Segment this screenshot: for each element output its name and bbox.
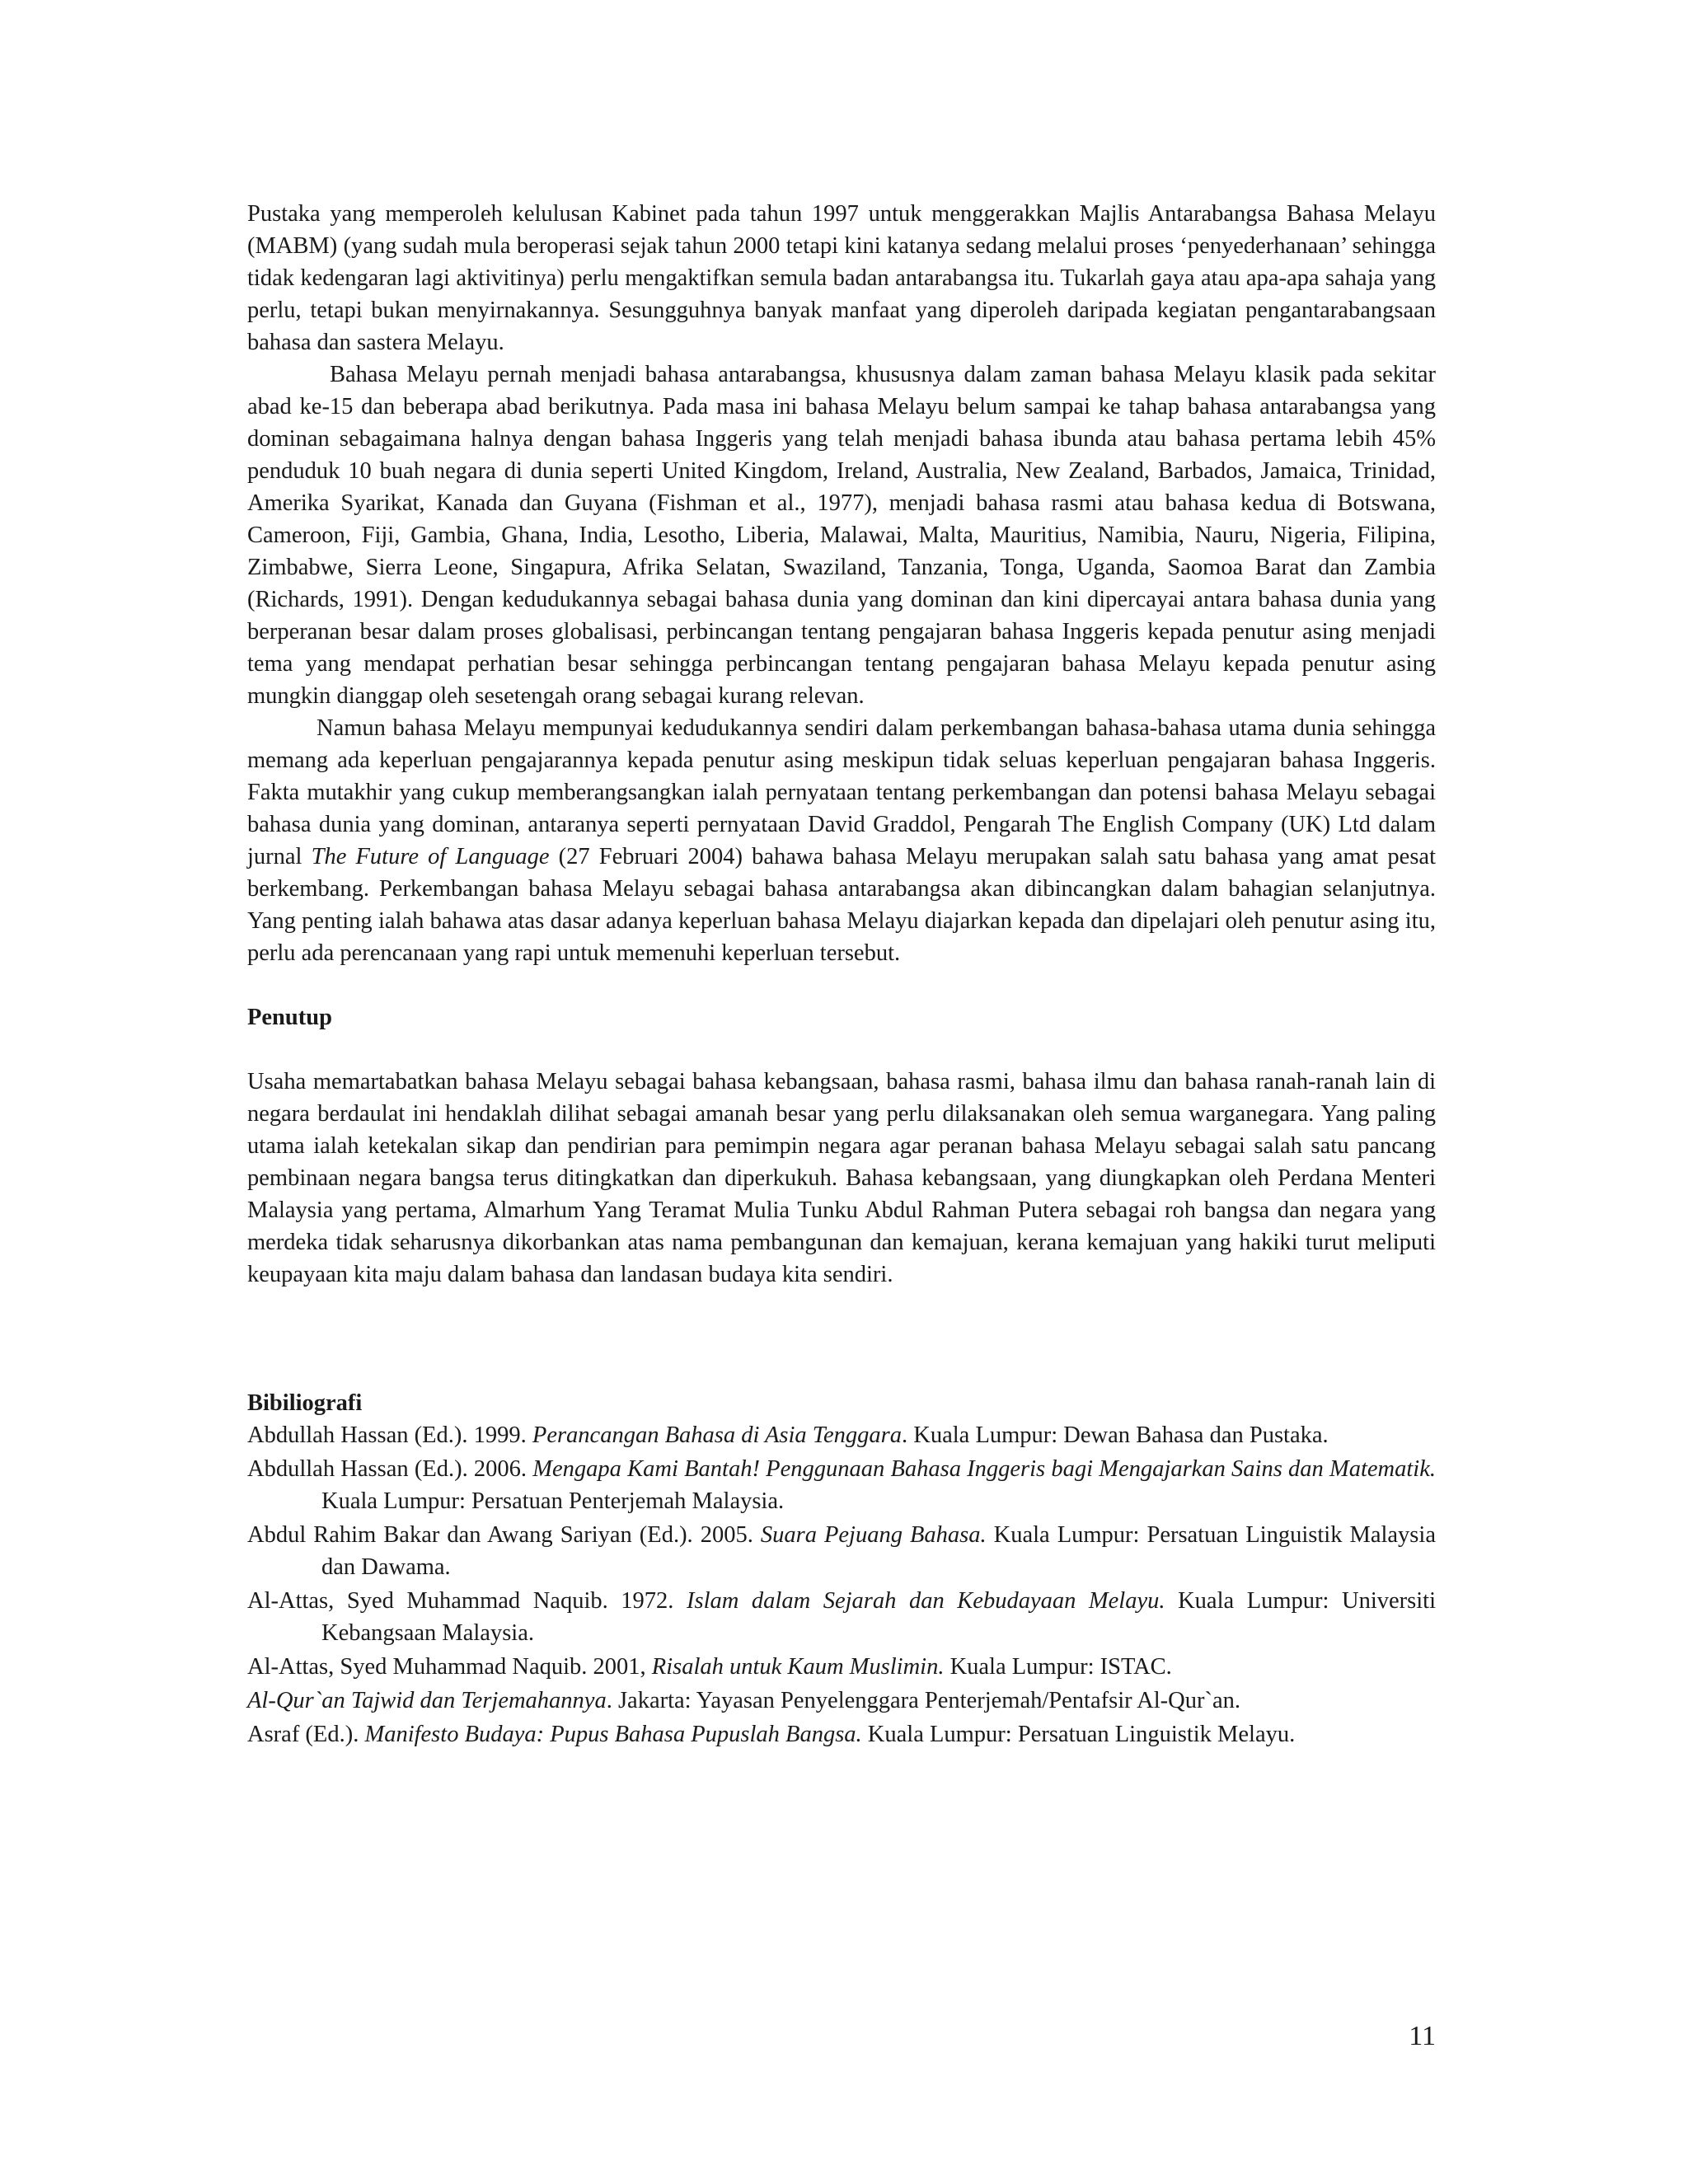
bibliography-entry [247,1519,1436,1583]
entry-publisher: Kuala Lumpur: Persatuan Penterjemah Malaysia. [321,1488,785,1514]
entry-title: Mengapa Kami Bantah! Penggunaan Bahasa Inggeris bagi Mengajarkan Sains dan Matematik. [532,1456,1436,1482]
bibliography-heading: Bibiliografi [247,1390,363,1416]
entry-title: Islam dalam Sejarah dan Kebudayaan Melayu. [687,1588,1165,1614]
paragraph-penutup: Usaha memartabatkan bahasa Melayu sebagai bahasa kebangsaan, bahasa rasmi, bahasa ilmu dan bahasa ranah-ranah lain di negara berdaulat ini hendaklah dilihat sebagai amanah besar yang perlu dilaksanakan oleh semua warganegara. Yang paling utama ialah ketekalan sikap dan pendirian para pemimpin negara agar peranan bahasa Melayu sebagai salah satu pancang pembinaan negara bangsa terus ditingkatkan dan diperkukuh. Bahasa kebangsaan, yang diungkapkan oleh Perdana Menteri Malaysia yang pertama, Almarhum Yang Teramat Mulia Tunku Abdul Rahman Putera sebagai roh bangsa dan negara yang merdeka tidak seharusnya dikorbankan atas nama pembangunan dan kemajuan, kerana kemajuan yang hakiki turut meliputi keupayaan kita maju dalam bahasa dan landasan budaya kita sendiri. [247,1069,1436,1287]
entry-author: Abdul Rahim Bakar dan Awang Sariyan (Ed.). 2005. [247,1522,761,1548]
bibliography-entry [247,1685,1436,1717]
bibliography-entry [247,1718,1436,1750]
entry-publisher: . Jakarta: Yayasan Penyelenggara Penterjemah/Pentafsir Al-Qur`an. [606,1688,1240,1713]
paragraph-3-text-a: Namun bahasa Melayu mempunyai kedudukannya sendiri dalam perkembangan bahasa-bahasa utama dunia sehingga memang ada keperluan pengajarannya kepada penutur asing meskipun tidak seluas keperluan pengajaran bahasa Inggeris. Fakta mutakhir yang cukup memberangsangkan ialah pernyataan tentang perkembangan dan potensi bahasa Melayu sebagai bahasa dunia yang dominan, antaranya seperti pernyataan David Graddol, Pengarah The English Company (UK) Ltd dalam jurnal [247,715,1436,869]
entry-title: Manifesto Budaya: Pupus Bahasa Pupuslah Bangsa. [364,1722,862,1747]
bibliography-entry [247,1585,1436,1649]
document-page [247,198,1436,1750]
entry-title: Perancangan Bahasa di Asia Tenggara [532,1422,903,1448]
entry-title: Risalah untuk Kaum Muslimin. [651,1654,945,1680]
entry-publisher: Kuala Lumpur: Persatuan Linguistik Melayu. [861,1722,1296,1747]
entry-publisher: Kuala Lumpur: Persatuan Linguistik Malaysia dan Dawama. [321,1522,1436,1580]
paragraph-3-text-b: (27 Februari 2004) bahawa bahasa Melayu merupakan salah satu bahasa yang amat pesat berkembang. Perkembangan bahasa Melayu sebagai bahasa antarabangsa akan dibincangkan dalam bahagian selanjutnya. Yang penting ialah bahawa atas dasar adanya keperluan bahasa Melayu diajarkan kepada dan dipelajari oleh penutur asing itu, perlu ada perencanaan yang rapi untuk memenuhi keperluan tersebut. [247,844,1436,966]
entry-publisher: Kuala Lumpur: ISTAC. [944,1654,1172,1680]
paragraph-2: Bahasa Melayu pernah menjadi bahasa antarabangsa, khususnya dalam zaman bahasa Melayu klasik pada sekitar abad ke-15 dan beberapa abad berikutnya. Pada masa ini bahasa Melayu belum sampai ke tahap bahasa antarabangsa yang dominan sebagaimana halnya dengan bahasa Inggeris yang telah menjadi bahasa ibunda atau bahasa pertama lebih 45% penduduk 10 buah negara di dunia seperti United Kingdom, Ireland, Australia, New Zealand, Barbados, Jamaica, Trinidad, Amerika Syarikat, Kanada dan Guyana (Fishman et al., 1977), menjadi bahasa rasmi atau bahasa kedua di Botswana, Cameroon, Fiji, Gambia, Ghana, India, Lesotho, Liberia, Malawai, Malta, Mauritius, Namibia, Nauru, Nigeria, Filipina, Zimbabwe, Sierra Leone, Singapura, Afrika Selatan, Swaziland, Tanzania, Tonga, Uganda, Saomoa Barat dan Zambia (Richards, 1991). Dengan kedudukannya sebagai bahasa dunia yang dominan dan kini dipercayai antara bahasa dunia yang berperanan besar dalam proses globalisasi, perbincangan tentang pengajaran bahasa Inggeris kepada penutur asing menjadi tema yang mendapat perhatian besar sehingga perbincangan tentang pengajaran bahasa Melayu kepada penutur asing mungkin dianggap oleh sesetengah orang sebagai kurang relevan. [247,362,1436,709]
entry-title: Al-Qur`an Tajwid dan Terjemahannya [247,1688,607,1713]
entry-publisher: . Kuala Lumpur: Dewan Bahasa dan Pustaka. [902,1422,1329,1448]
bibliography-list [247,1419,1436,1750]
entry-title: Suara Pejuang Bahasa. [760,1522,987,1548]
paragraph-1: Pustaka yang memperoleh kelulusan Kabinet pada tahun 1997 untuk menggerakkan Majlis Antarabangsa Bahasa Melayu (MABM) (yang sudah mula beroperasi sejak tahun 2000 tetapi kini katanya sedang melalui proses ‘penyederhanaan’ sehingga tidak kedengaran lagi aktivitinya) perlu mengaktifkan semula badan antarabangsa itu. Tukarlah gaya atau apa-apa sahaja yang perlu, tetapi bukan menyirnakannya. Sesungguhnya banyak manfaat yang diperoleh daripada kegiatan pengantarabangsaan bahasa dan sastera Melayu. [247,201,1436,355]
page-number: 11 [1409,2021,1436,2051]
bibliography-entry [247,1419,1436,1451]
paragraph-3 [247,712,1436,969]
entry-author: Al-Attas, Syed Muhammad Naquib. 1972. [247,1588,687,1614]
penutup-heading: Penutup [247,1005,332,1030]
entry-author: Abdullah Hassan (Ed.). 1999. [247,1422,532,1448]
entry-publisher: Kuala Lumpur: Universiti Kebangsaan Malaysia. [321,1588,1436,1646]
entry-author: Abdullah Hassan (Ed.). 2006. [247,1456,533,1482]
journal-title: The Future of Language [311,844,550,869]
entry-author: Asraf (Ed.). [247,1722,365,1747]
bibliography-entry [247,1453,1436,1517]
entry-author: Al-Attas, Syed Muhammad Naquib. 2001, [247,1654,652,1680]
bibliography-entry [247,1651,1436,1683]
